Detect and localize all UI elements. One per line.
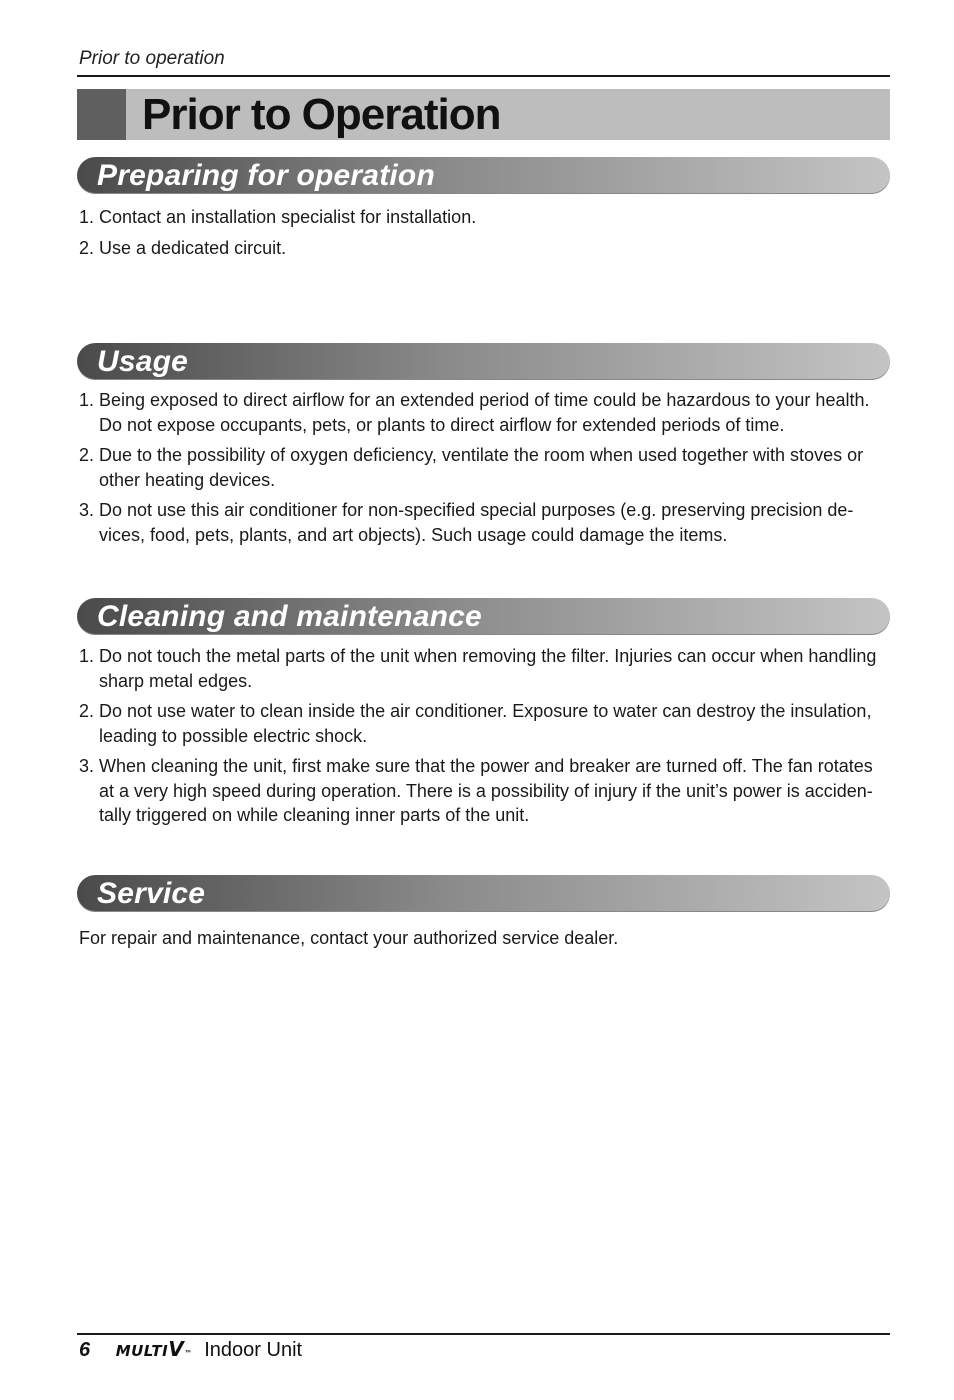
footer [79,1336,302,1362]
item-number: 2. [79,237,95,258]
item-text: Contact an installation specialist for installation. [99,207,477,227]
section-heading-text: Service [97,877,206,910]
multi-v-logo: MULTIV™ [115,1337,193,1361]
item-number: 3. [79,756,95,776]
list-item [79,443,889,492]
list-item [79,205,889,230]
item-text: When cleaning the unit, first make sure that the power and breaker are turned off. The fan rotates at a very high speed during operation. There is a possibility of injury if the unit’s power is acciden-tally triggered on while cleaning inner parts of the unit. [99,756,873,825]
item-text: Do not touch the metal parts of the unit when removing the filter. Injuries can occur when handling sharp metal edges. [99,646,877,691]
list-item [79,498,889,547]
page-title: Prior to Operation [142,90,501,139]
item-number: 3. [79,500,95,520]
list-item [79,236,889,261]
section-heading-preparing [77,157,890,194]
section-heading-service [77,875,890,912]
item-text: Do not use this air conditioner for non-specified special purposes (e.g. preserving precision de-vices, food, pets, plants, and art objects). Such usage could damage the items. [99,500,854,545]
item-text: Being exposed to direct airflow for an extended period of time could be hazardous to your health. Do not expose occupants, pets, or plants to direct airflow for extended periods of time. [99,390,870,435]
title-bar [77,89,890,140]
list-item [79,754,889,828]
title-block [77,89,126,140]
list-usage [79,388,889,553]
list-item [79,644,889,693]
running-header: Prior to operation [79,48,225,69]
footer-rule [77,1333,890,1335]
list-item [79,388,889,437]
item-number: 1. [79,207,95,227]
section-heading-usage [77,343,890,380]
service-text: For repair and maintenance, contact your authorized service dealer. [79,928,619,948]
item-number: 1. [79,390,95,410]
section-heading-cleaning [77,598,890,635]
item-number: 2. [79,445,95,465]
header-rule [77,75,890,77]
list-preparing [79,205,889,266]
list-cleaning [79,644,889,834]
section-heading-text: Preparing for operation [97,159,435,192]
item-text: Use a dedicated circuit. [99,237,287,258]
item-number: 1. [79,646,95,666]
item-number: 2. [79,701,95,721]
section-heading-text: Cleaning and maintenance [97,600,482,633]
item-text: Do not use water to clean inside the air conditioner. Exposure to water can destroy the insulation, leading to possible electric shock. [99,701,872,746]
item-text: Due to the possibility of oxygen deficiency, ventilate the room when used together with stoves or other heating devices. [99,445,864,490]
footer-label: Indoor Unit [204,1339,303,1361]
page-number: 6 [79,1339,91,1361]
section-heading-text: Usage [97,345,189,378]
list-item [79,699,889,748]
